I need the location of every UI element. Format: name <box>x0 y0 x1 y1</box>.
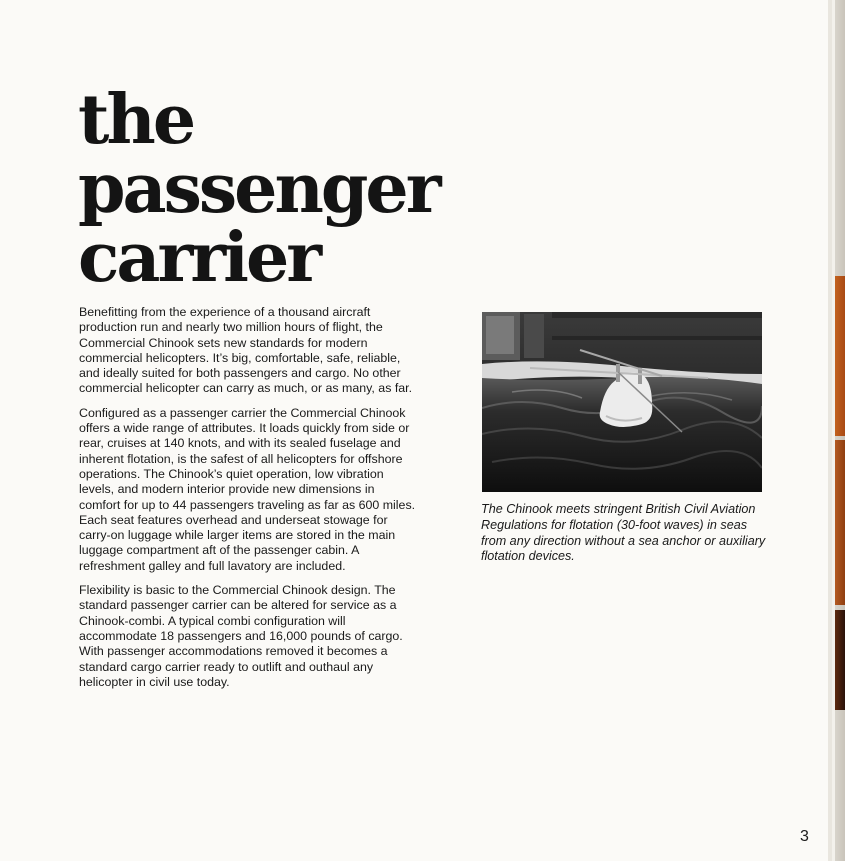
section-tab <box>835 276 845 436</box>
title-line-2: passenger <box>78 149 439 229</box>
section-tab <box>835 610 845 710</box>
body-paragraph-3: Flexibility is basic to the Commercial Chinook design. The standard passenger carrier can be altered for service as a Chinook-combi. A typical combi configuration will accommodate 18 passengers and 16,000 pounds of cargo. With passenger accommodations removed it becomes a standard cargo carrier ready to outlift and outhaul any helicopter in civil use today. <box>79 583 403 689</box>
body-paragraph-1: Benefitting from the experience of a thousand aircraft production run and nearly two million hours of flight, the Commercial Chinook sets new standards for modern commercial helicopters. It’s big, comfortable, safe, reliable, and ideally suited for both passengers and cargo. No other commercial helicopter can carry as much, or as many, as far. <box>79 305 413 396</box>
title-line-1: the <box>78 80 194 160</box>
section-tab <box>835 440 845 605</box>
body-text <box>79 305 419 699</box>
body-paragraph-2: Configured as a passenger carrier the Commercial Chinook offers a wide range of attributes. It loads quickly from side or rear, cruises at 140 knots, and with its sealed fuselage and inherent flotation, is the safest of all helicopters for offshore operations. The Chinook’s quiet operation, low vibration levels, and modern interior provide new dimensions in comfort for up to 44 passengers traveling as far as 600 miles. Each seat features overhead and underseat stowage for carry-on luggage while larger items are stored in the main luggage compartment aft of the passenger cabin. A refreshment galley and full lavatory are included. <box>79 405 416 573</box>
photo-caption: The Chinook meets stringent British Civil Aviation Regulations for flotation (30-foot waves) in seas from any direction without a sea anchor or auxiliary flotation devices. <box>481 502 766 564</box>
page-title <box>78 80 439 298</box>
page-number: 3 <box>800 828 809 845</box>
helicopter-flotation-photo <box>482 312 762 492</box>
title-line-3: carrier <box>78 218 320 298</box>
